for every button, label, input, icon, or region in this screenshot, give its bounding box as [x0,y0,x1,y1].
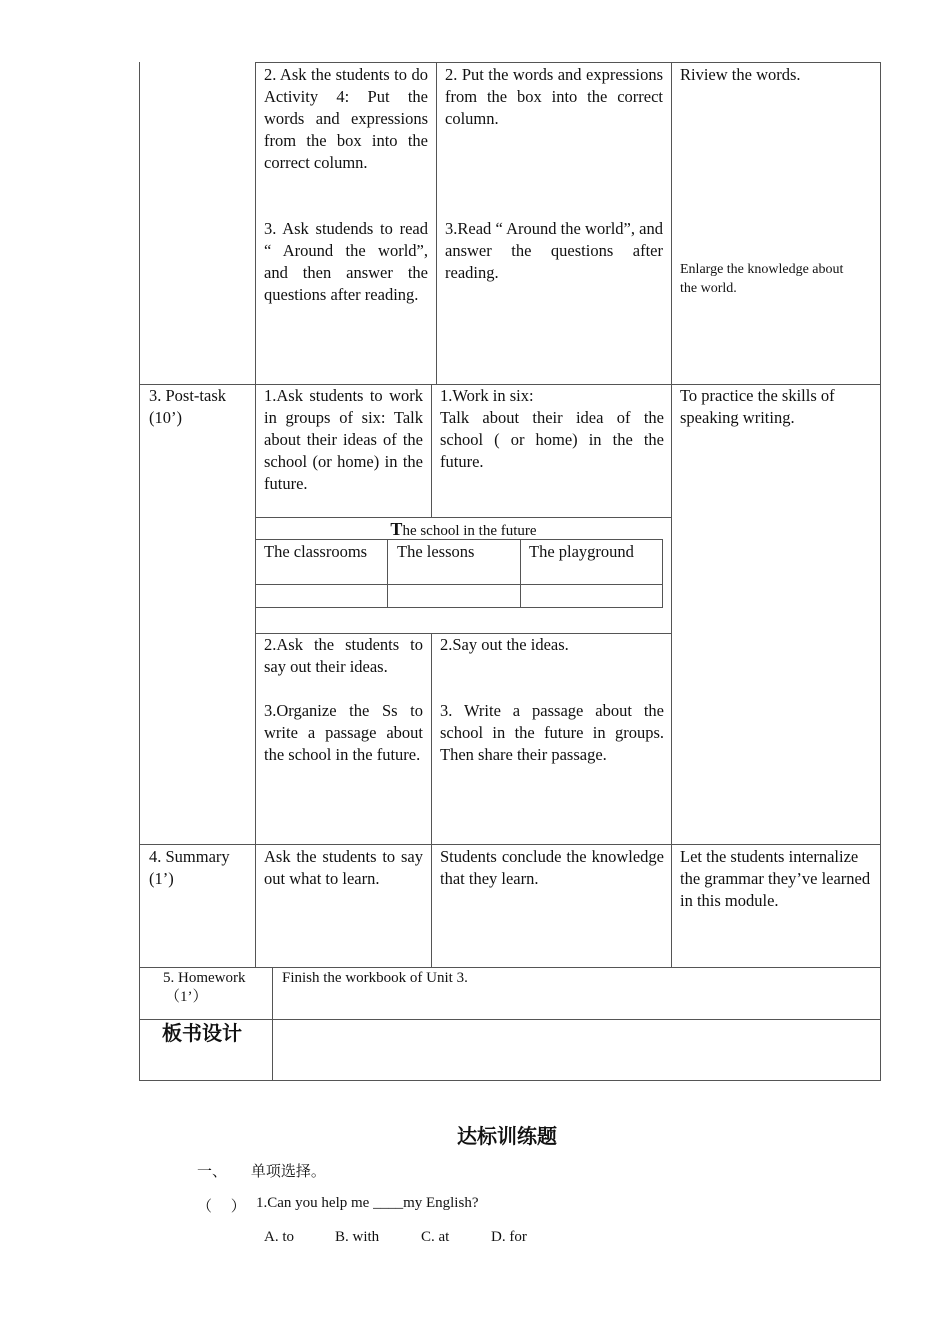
summary-label: 4. Summary (1’) [149,847,230,888]
post-student-1-title: 1.Work in six: [440,386,534,405]
post-student-2: 2.Say out the ideas. [440,635,569,654]
student-activity-2: 2. Put the words and expressions from the box into the correct column. [445,65,663,128]
exercise-section: 一、 单项选择。 [197,1162,326,1180]
teacher-activity-2: 2. Ask the students to do Activity 4: Put the words and expressions from the box into the correct column. [264,65,428,172]
future-col-classrooms: The classrooms [264,542,368,561]
future-table-title: The school in the future [390,519,537,539]
table-border-left [139,62,140,1081]
post-teacher-1: 1.Ask students to work in groups of six: Talk about their ideas of the school (or home) in the future. [264,386,423,493]
table-border-right [880,62,881,1081]
homework-label: 5. Homework [163,970,246,986]
post-student-3: 3. Write a passage about the school in the future in groups. Then share their passage. [440,701,664,764]
post-task-label: 3. Post-task (10’) [149,386,227,427]
post-teacher-3: 3.Organize the Ss to write a passage about the school in the future. [264,701,423,764]
post-teacher-2: 2.Ask the students to say out their ideas. [264,635,423,676]
option-b: B. with [335,1229,380,1245]
homework-time: （1’） [165,989,208,1005]
homework-content: Finish the workbook of Unit 3. [282,970,468,986]
teacher-activity-3: 3. Ask studends to read “ Around the world”, and then answer the questions after reading. [264,219,428,304]
purpose-review: Riview the words. [680,65,801,84]
question-1-bracket: （ ） [197,1199,246,1215]
option-a: A. to [264,1229,294,1245]
summary-teacher: Ask the students to say out what to learn. [264,847,423,888]
purpose-enlarge: Enlarge the knowledge about the world. [680,262,844,296]
summary-purpose: Let the students internalize the grammar they’ve learned in this module. [680,847,871,910]
post-student-1: Talk about their idea of the school ( or home) in the the future. [440,408,664,471]
board-design-label: 板书设计 [162,1021,242,1045]
exercise-title: 达标训练题 [457,1124,557,1148]
post-purpose: To practice the skills of speaking writing. [680,386,835,427]
option-c: C. at [421,1229,450,1245]
option-d: D. for [491,1229,527,1245]
table-border-top [255,62,881,63]
student-activity-3: 3.Read “ Around the world”, and answer the questions after reading. [445,219,663,282]
question-1: 1.Can you help me ____my English? [256,1195,479,1211]
future-col-lessons: The lessons [397,542,475,561]
future-col-playground: The playground [529,542,634,561]
summary-student: Students conclude the knowledge that they learn. [440,847,664,888]
